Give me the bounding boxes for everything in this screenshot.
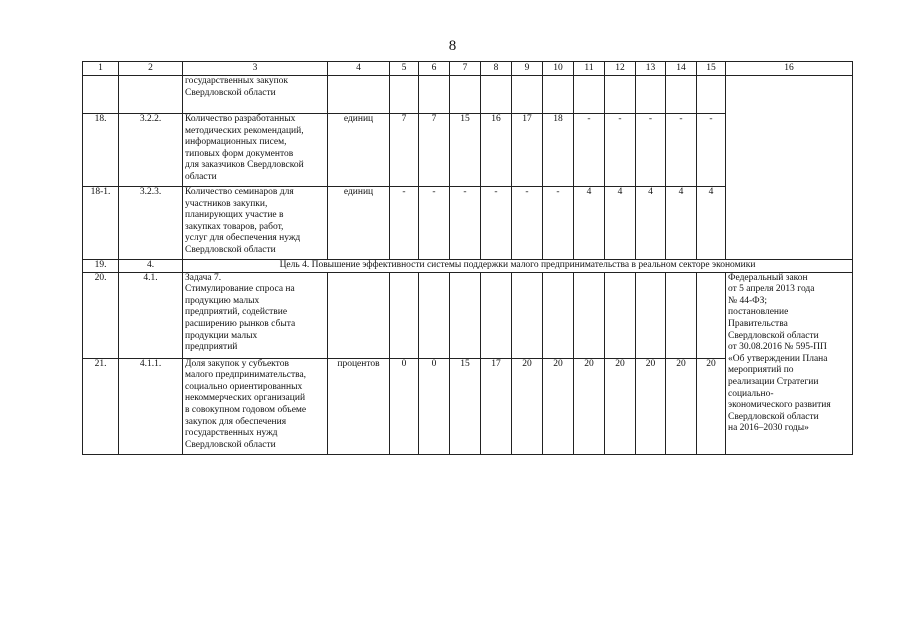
value-cell: 15 [450, 114, 481, 187]
value-cell: 17 [512, 114, 543, 187]
row-code: 4. [119, 260, 183, 273]
indicator-name-line: Стимулирование спроса на [185, 284, 295, 295]
value-cell [636, 272, 666, 358]
value-cell: 4 [574, 187, 605, 260]
indicator-name-line: типовых форм документов [185, 148, 294, 159]
value-cell [666, 76, 697, 114]
indicator-name-line: Количество разработанных [185, 114, 296, 124]
column-header-13: 13 [636, 62, 666, 76]
legal-basis-line: мероприятий по [728, 365, 794, 376]
header-row [83, 62, 853, 76]
indicator-name-line: информационных писем, [185, 137, 287, 148]
value-cell: 20 [697, 358, 726, 454]
value-cell: 15 [450, 358, 481, 454]
unit [328, 272, 390, 358]
value-cell [450, 76, 481, 114]
indicator-name-line: некоммерческих организаций [185, 393, 306, 404]
value-cell [419, 76, 450, 114]
indicator-name-line: Свердловской области [185, 439, 276, 450]
indicator-name-line: малого предпринимательства, [185, 370, 307, 381]
indicators-table [82, 61, 853, 455]
value-cell [666, 272, 697, 358]
value-cell [605, 272, 636, 358]
value-cell: - [512, 187, 543, 260]
indicator-name-line: в совокупном годовом объеме [185, 404, 307, 415]
value-cell: 20 [636, 358, 666, 454]
indicator-name-line: предприятий [185, 342, 238, 353]
row-code: 3.2.2. [119, 114, 183, 187]
column-header-14: 14 [666, 62, 697, 76]
value-cell [390, 76, 419, 114]
unit: единиц [328, 114, 390, 187]
indicator-name-line: методических рекомендаций, [185, 125, 304, 136]
value-cell: - [390, 187, 419, 260]
indicator-name-line: продукцию малых [185, 295, 260, 306]
value-cell [512, 272, 543, 358]
row-code: 3.2.3. [119, 187, 183, 260]
indicator-name [183, 187, 328, 260]
unit [328, 76, 390, 114]
value-cell: - [543, 187, 574, 260]
value-cell: 4 [605, 187, 636, 260]
legal-basis-line: реализации Стратегии [728, 376, 819, 387]
indicator-name-line: Количество семинаров для [185, 187, 294, 197]
value-cell: 20 [666, 358, 697, 454]
value-cell: - [450, 187, 481, 260]
value-cell [481, 272, 512, 358]
indicator-name-line: расширению рынков сбыта [185, 318, 296, 329]
column-header-7: 7 [450, 62, 481, 76]
legal-basis-line: № 44-ФЗ; [728, 295, 768, 306]
value-cell: 20 [543, 358, 574, 454]
value-cell [697, 76, 726, 114]
column-header-16: 16 [726, 62, 853, 76]
value-cell: - [636, 114, 666, 187]
column-header-4: 4 [328, 62, 390, 76]
indicator-name-line: Свердловской области [185, 244, 276, 255]
indicator-name-line: государственных нужд [185, 428, 278, 439]
column-header-15: 15 [697, 62, 726, 76]
row-number: 18-1. [83, 187, 119, 260]
column-header-11: 11 [574, 62, 605, 76]
value-cell: 0 [419, 358, 450, 454]
value-cell [512, 76, 543, 114]
column-header-6: 6 [419, 62, 450, 76]
value-cell [605, 76, 636, 114]
row-number [83, 76, 119, 114]
indicator-name-line: закупках товаров, работ, [185, 221, 284, 232]
indicator-name [183, 358, 328, 454]
value-cell: 7 [390, 114, 419, 187]
legal-basis-line: постановление [728, 307, 789, 318]
value-cell [543, 76, 574, 114]
legal-basis-line: от 5 апреля 2013 года [728, 284, 815, 295]
value-cell [574, 272, 605, 358]
indicator-name [183, 272, 328, 358]
legal-basis-line: Федеральный закон [728, 272, 808, 283]
indicator-name-line: социально ориентированных [185, 381, 303, 392]
indicator-name [183, 114, 328, 187]
indicator-name-line: услуг для обеспечения нужд [185, 233, 301, 244]
table-row [83, 76, 853, 114]
indicator-name-line: участников закупки, [185, 198, 268, 209]
legal-basis-line: Правительства [728, 318, 788, 329]
value-cell: - [481, 187, 512, 260]
column-header-5: 5 [390, 62, 419, 76]
notes-cell-empty [726, 76, 853, 260]
row-code: 4.1. [119, 272, 183, 358]
indicator-name-line: продукции малых [185, 330, 258, 341]
value-cell: 4 [636, 187, 666, 260]
indicator-name-line: для заказчиков Свердловской [185, 160, 304, 171]
row-number: 21. [83, 358, 119, 454]
goal-row [83, 260, 853, 273]
legal-basis-note [726, 272, 853, 454]
indicator-name [183, 76, 328, 114]
column-header-10: 10 [543, 62, 574, 76]
value-cell: - [605, 114, 636, 187]
value-cell: 7 [419, 114, 450, 187]
legal-basis-line: экономического развития [728, 400, 831, 411]
value-cell [419, 272, 450, 358]
value-cell [450, 272, 481, 358]
value-cell: 4 [697, 187, 726, 260]
indicator-name-line: области [185, 171, 217, 182]
legal-basis-line: «Об утверждении Плана [728, 353, 828, 364]
indicator-name-line: Доля закупок у субъектов [185, 358, 289, 369]
value-cell: 16 [481, 114, 512, 187]
value-cell: - [666, 114, 697, 187]
row-code [119, 76, 183, 114]
goal-text: Цель 4. Повышение эффективности системы поддержки малого предпринимательства в реальном секторе экономики [183, 260, 853, 273]
value-cell: 20 [605, 358, 636, 454]
row-number: 19. [83, 260, 119, 273]
indicator-name-line: Задача 7. [185, 272, 222, 283]
page-number: 8 [448, 38, 457, 54]
indicator-name-line: Свердловской области [185, 87, 276, 98]
column-header-9: 9 [512, 62, 543, 76]
row-number: 18. [83, 114, 119, 187]
unit: процентов [328, 358, 390, 454]
column-header-2: 2 [119, 62, 183, 76]
value-cell [543, 272, 574, 358]
unit: единиц [328, 187, 390, 260]
row-number: 20. [83, 272, 119, 358]
legal-basis-line: социально- [728, 388, 774, 399]
value-cell: 20 [512, 358, 543, 454]
legal-basis-line: от 30.08.2016 № 595-ПП [728, 342, 827, 353]
indicator-name-line: предприятий, содействие [185, 307, 288, 318]
value-cell [697, 272, 726, 358]
legal-basis-line: Свердловской области [728, 330, 819, 341]
indicator-name-line: планирующих участие в [185, 210, 284, 221]
value-cell: - [697, 114, 726, 187]
legal-basis-line: на 2016–2030 годы» [728, 423, 809, 434]
value-cell: 4 [666, 187, 697, 260]
column-header-8: 8 [481, 62, 512, 76]
value-cell [481, 76, 512, 114]
value-cell [636, 76, 666, 114]
value-cell: - [574, 114, 605, 187]
column-header-1: 1 [83, 62, 119, 76]
column-header-3: 3 [183, 62, 328, 76]
indicator-name-line: государственных закупок [185, 76, 289, 86]
table-row [83, 272, 853, 358]
value-cell: 18 [543, 114, 574, 187]
row-code: 4.1.1. [119, 358, 183, 454]
column-header-12: 12 [605, 62, 636, 76]
legal-basis-line: Свердловской области [728, 411, 819, 422]
value-cell: - [419, 187, 450, 260]
value-cell [390, 272, 419, 358]
value-cell [574, 76, 605, 114]
value-cell: 17 [481, 358, 512, 454]
value-cell: 0 [390, 358, 419, 454]
indicator-name-line: закупок для обеспечения [185, 416, 287, 427]
table-body [83, 76, 853, 455]
value-cell: 20 [574, 358, 605, 454]
